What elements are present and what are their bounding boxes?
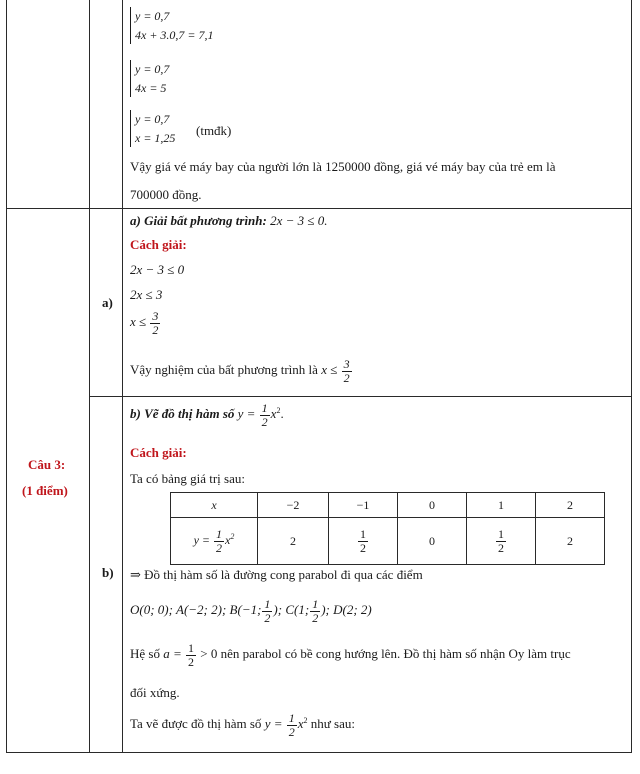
fraction [186,642,196,668]
point-d: D(2; 2) [333,602,372,618]
fraction [310,598,320,624]
value-table [170,492,605,565]
paren: ) [321,602,326,618]
exponent: 2 [230,531,235,541]
graph-points [130,598,372,624]
equation-system-2 [130,60,169,97]
table-border-right [631,0,632,752]
part-a-task-expression: 2x − 3 ≤ 0. [270,213,328,228]
fraction [260,402,270,428]
table-cell [329,518,398,565]
table-cell: 2 [258,518,329,565]
separator: ; [221,602,227,618]
denominator: 2 [216,540,223,555]
fraction [262,598,272,624]
condition-note: (tmđk) [196,123,232,138]
final-prefix: Ta vẽ được đồ thị hàm số [130,716,262,732]
table-cell: 2 [536,493,605,518]
point-c: C(1; [285,602,310,618]
column-divider-2 [122,0,123,752]
function-lhs: y = [264,716,283,732]
period: . [280,406,284,422]
denominator: 2 [288,724,295,739]
final-line [130,712,355,738]
variable: x [297,716,304,732]
exponent: 2 [276,405,281,415]
table-header-x: x [171,493,258,518]
coef-rhs: > 0 [200,646,218,662]
numerator: 1 [261,401,268,415]
conclusion-line-2: 700000 đồng. [130,187,202,202]
table-row-y [171,518,605,565]
table-cell: 2 [536,518,605,565]
table-row-x [171,493,605,518]
variable: x [225,532,231,547]
table-cell [467,518,536,565]
part-b-method: Cách giải: [130,445,187,460]
fraction [358,528,368,554]
fraction [342,358,352,384]
numerator: 1 [288,711,295,725]
equation-line: 4x + 3.0,7 = 7,1 [135,27,214,42]
exponent: 2 [303,715,308,725]
fraction [287,712,297,738]
coefficient-line-2: đối xứng. [130,685,180,700]
equation-line: y = 0,7 [135,9,170,23]
numerator: 1 [188,641,194,655]
coefficient-line [130,642,571,668]
part-a-label: a) [102,295,113,310]
question-points: (1 điểm) [22,483,68,498]
numerator: 1 [312,597,319,611]
table-cell: 1 [467,493,536,518]
denominator: 2 [264,610,271,625]
conclusion-text: Vậy nghiệm của bất phương trình là [130,362,318,378]
conclusion-line-1: Vậy giá vé máy bay của người lớn là 1250000 đồng, giá vé máy bay của trẻ em là [130,159,556,174]
denominator: 2 [498,540,504,555]
graph-description: ⇒ Đồ thị hàm số là đường cong parabol đi qua các điểm [130,567,423,582]
numerator: 1 [498,526,504,541]
part-b-task [130,402,284,428]
fraction [150,310,160,336]
numerator: 1 [264,597,271,611]
part-b-intro: Ta có bảng giá trị sau: [130,471,245,486]
equation-line: 4x = 5 [135,80,167,95]
part-a-task-prefix: a) Giải bất phương trình: [130,213,267,228]
table-border-left [6,0,7,752]
coef-prefix: Hệ số [130,646,160,662]
row-divider-ab [89,396,632,397]
coef-lhs: a = [163,646,182,662]
coef-text: nên parabol có bề cong hướng lên. Đồ thị hàm số nhận Oy làm trục [220,646,571,662]
variable: x [270,406,277,422]
part-a-method: Cách giải: [130,237,187,252]
table-cell: −2 [258,493,329,518]
table-cell: 0 [398,493,467,518]
part-b-task-prefix: b) Vẽ đồ thị hàm số [130,406,235,422]
denominator: 2 [360,540,366,555]
denominator: 2 [312,610,319,625]
inequality-lhs: x ≤ [130,314,147,330]
denominator: 2 [152,322,159,337]
fraction [214,528,224,554]
equation-system-3 [130,110,175,147]
row-divider-top [6,208,632,209]
numerator: 3 [152,309,159,323]
equation-line: y = 0,7 [135,112,170,126]
part-b-label: b) [102,565,114,580]
separator: ; [277,602,283,618]
point-b: B(−1; [229,602,262,618]
numerator: 1 [360,526,366,541]
equation-system-1 [130,7,214,44]
function-lhs: y = [193,532,211,547]
function-lhs: y = [237,406,256,422]
table-cell: 0 [398,518,467,565]
point-a: A(−2; 2) [176,602,222,618]
fraction [496,528,506,554]
part-a-step-1: 2x − 3 ≤ 0 [130,262,185,277]
denominator: 2 [188,654,194,669]
paren: ) [273,602,278,618]
table-header-y [171,518,258,565]
separator: ; [168,602,173,618]
equation-line: x = 1,25 [135,130,176,145]
table-border-bottom [6,752,632,753]
part-a-step-2: 2x ≤ 3 [130,287,163,302]
numerator: 3 [343,357,350,371]
denominator: 2 [343,370,350,385]
numerator: 1 [216,526,223,541]
table-cell: −1 [329,493,398,518]
inequality-lhs: x ≤ [321,362,338,378]
denominator: 2 [261,414,268,429]
separator: ; [325,602,330,618]
equation-line: y = 0,7 [135,62,170,76]
part-a-step-3 [130,310,161,336]
column-divider-1 [89,0,90,752]
part-a-task [130,214,328,228]
part-a-conclusion [130,358,353,384]
final-suffix: như sau: [310,716,356,732]
question-label: Câu 3: [28,457,66,472]
point-o: O(0; 0) [130,602,169,618]
